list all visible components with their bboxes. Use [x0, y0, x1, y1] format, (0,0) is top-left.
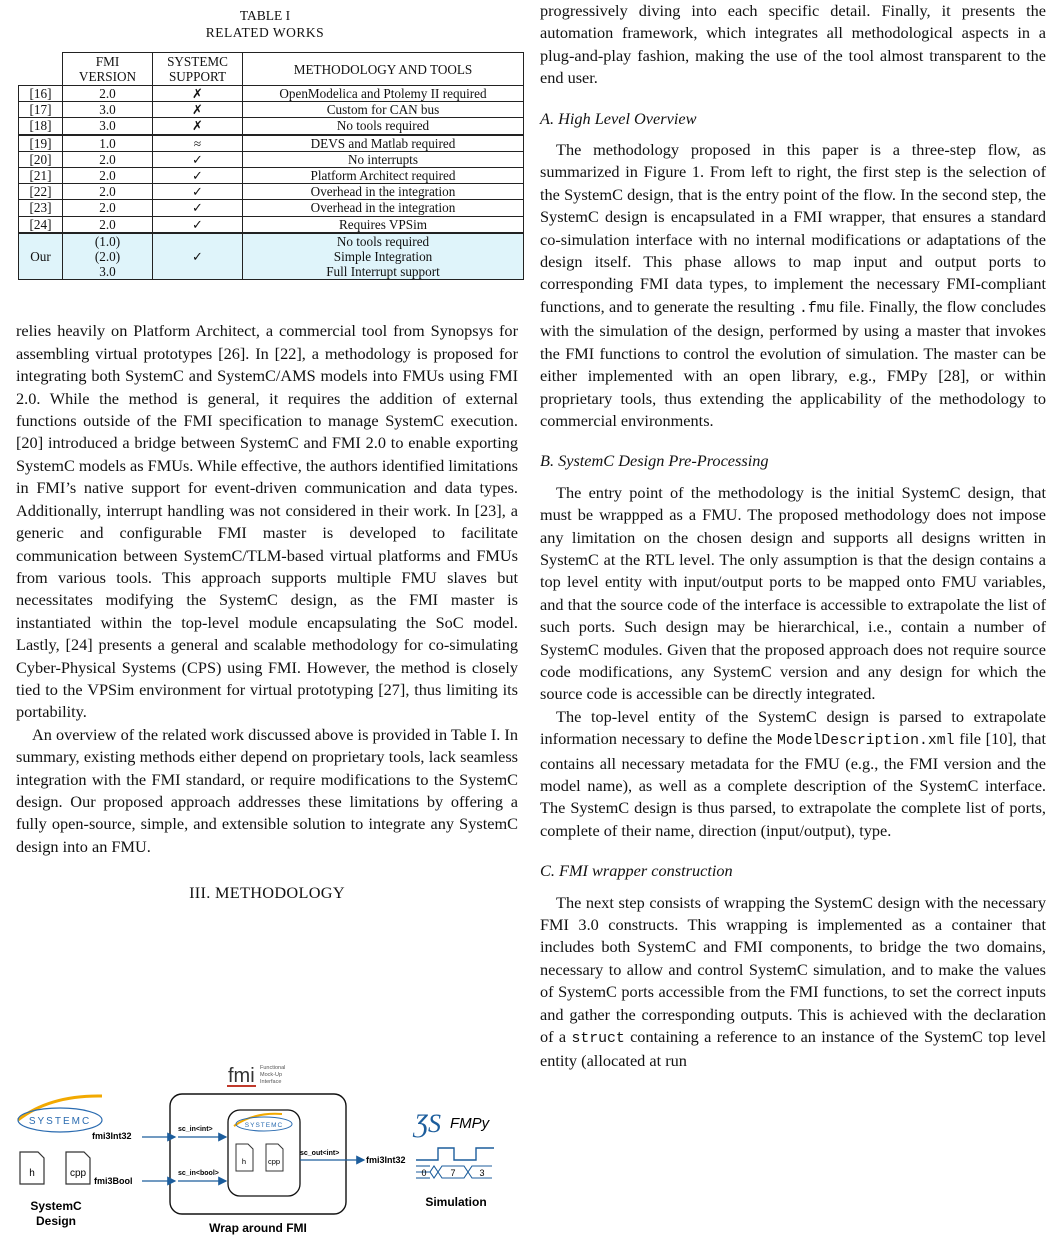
related-works-table: [18, 52, 524, 280]
left-text: [12, 320, 518, 904]
cell-version: 2.0: [63, 151, 153, 167]
table-caption: [12, 7, 518, 41]
cell-support: ✓: [153, 151, 243, 167]
secB-text-a: The top-level entity of the SystemC design is parsed to extrapolate information necessary to define the: [540, 706, 1046, 749]
header-file-label: h: [29, 1168, 35, 1179]
our-version-line: 3.0: [99, 264, 116, 280]
table-row: [19, 118, 524, 135]
right-intro: progressively diving into each specific detail. Finally, it presents the automation framework, which integrates all methodological aspects in a plug-and-play fashion, making the use of the tool almost transparent to the end user.: [540, 1, 1046, 88]
cell-version: 2.0: [63, 216, 153, 233]
cell-ref: [18]: [19, 118, 63, 135]
table-body: [19, 86, 524, 280]
table-row: [19, 184, 524, 200]
simulation-label: Simulation: [425, 1195, 487, 1209]
cell-tools: Custom for CAN bus: [243, 102, 524, 118]
fmi-sub-3: Interface: [260, 1079, 282, 1085]
cell-tools: Requires VPSim: [243, 216, 524, 233]
fmpy-text: FMPy: [450, 1115, 490, 1132]
table-row: [19, 168, 524, 184]
cell-support: ✗: [153, 102, 243, 118]
our-version-line: (2.0): [94, 249, 121, 265]
wave-value-0: 0: [421, 1168, 427, 1178]
table-row: [19, 102, 524, 118]
section-a-paragraph: [540, 139, 1046, 432]
secA-code: .fmu: [798, 300, 835, 317]
port-1-label: sc_in<int>: [178, 1126, 213, 1133]
fmpy-logo: [412, 1109, 491, 1138]
inner-systemc-text: SYSTEMC: [244, 1122, 284, 1129]
cell-support: ✗: [153, 118, 243, 135]
cell-support: ✓: [153, 216, 243, 233]
table-title: RELATED WORKS: [205, 25, 325, 40]
cell-support: ≈: [153, 135, 243, 152]
right-column: [540, 0, 1046, 1073]
section-title: III. METHODOLOGY: [189, 883, 345, 903]
cell-tools: Platform Architect required: [243, 168, 524, 184]
section-b-paragraph-1: The entry point of the methodology is the initial SystemC design, that must be wrappped as a FMU. The proposed methodology does not impose any limitation on the chosen design and supports all designs written in SystemC at the RTL level. The only assumption is that the design contains a top level entity with input/output ports to be mapped onto FMU variables, and that the source code of the interface is accessible to extrapolate the list of such ports. Such design may be hierarchical, i.e., contain a number of SystemC modules. Given that the proposed approach does not require source code modifications, any SystemC version and any design for which the source code is accessible can be directly integrated.: [540, 482, 1046, 704]
table-header-row: [19, 53, 524, 86]
secA-text-b: file. Finally, the flow concludes with the simulation of the design, performed by using a master that invokes the FMI functions to control the evolution of simulation. The master can be either implemented with an open library, e.g., FMPy [28], or within proprietary tools, thus extending the applicability of the methodology to commercial environments.: [540, 296, 1046, 430]
wave-value-2: 3: [479, 1168, 485, 1178]
figure-1: [10, 1060, 510, 1253]
cell-tools: Overhead in the integration: [243, 184, 524, 200]
cpp-file-label: cpp: [69, 1168, 87, 1179]
secC-text-b: containing a reference to an instance of the SystemC top level entity (allocated at run: [540, 1027, 1046, 1071]
fmi-logo-text: fmi: [228, 1065, 255, 1087]
section-b-paragraph-2: [540, 706, 1046, 842]
cell-ref: [22]: [19, 184, 63, 200]
table-row: [19, 200, 524, 216]
cpp-file-icon: [66, 1152, 90, 1184]
header-methodology: METHODOLOGY AND TOOLS: [243, 53, 524, 86]
secC-code: struct: [571, 1031, 625, 1048]
design-label-2: Design: [35, 1214, 77, 1228]
secA-text-a: The methodology proposed in this paper is a three-step flow, as summarized in Figure 1. From left to right, the first step is the selection of the SystemC design, that is the entry point of the flow. In the second step, the SystemC design is encapsulated in a FMI wrapper, that ensures a standard co-simulation interface with no internal modifications or adaptations of the design itself. This phase allows to map input and output ports to corresponding FMI data types, to implement the necessary FMI-compliant functions, and to generate the resulting: [540, 140, 1046, 316]
section-b-title: B. SystemC Design Pre-Processing: [540, 451, 769, 471]
flow-diagram: [10, 1060, 510, 1253]
left-paragraph-1: relies heavily on Platform Architect, a commercial tool from Synopsys for assembling virtual prototypes [26]. In [22], a methodology is proposed for integrating both SystemC and SystemC/AMS models into FMUs using FMI 2.0. While the method is general, it requires the addition of external functions outside of the FMI specification to manage SystemC execution. [20] introduced a bridge between SystemC and FMI 2.0 to enable exporting SystemC models as FMUs. While effective, the authors identified limitations in FMI’s native support for event-driven communication and data types. Additionally, interrupt handling was not considered in their work. In [23], a generic and configurable FMI master is developed to facilitate communication between SystemC/TLM-based virtual platforms and FMUs from various tools. This approach supports multiple FMU slaves but necessitates modifying the SystemC design, as the FMI master is instantiated within the top-level module encapsulating the SoC model. Lastly, [24] presents a general and scalable methodology for co-simulating Cyber-Physical Systems (CPS) using FMI. However, the method is closely tied to the VPSim environment for virtual prototyping [27], thus limiting its portability.: [16, 321, 518, 722]
left-column: [12, 0, 518, 919]
our-version-line: (1.0): [94, 233, 121, 249]
cell-tools: Overhead in the integration: [243, 200, 524, 216]
table-row: [19, 216, 524, 233]
table-row: [19, 151, 524, 167]
cell-tools: No interrupts: [243, 151, 524, 167]
fmi-sub-2: Mock-Up: [260, 1072, 283, 1078]
svg-text:ƷS: ƷS: [414, 1109, 442, 1138]
our-tools-line: Simple Integration: [333, 249, 433, 265]
fmi-logo: [227, 1065, 285, 1087]
header-file-icon: [20, 1152, 44, 1184]
cell-support: ✓: [153, 200, 243, 216]
section-a-title: A. High Level Overview: [540, 108, 697, 128]
cell-tools: OpenModelica and Ptolemy II required: [243, 86, 524, 102]
cell-ref: [19]: [19, 135, 63, 152]
cell-version: 2.0: [63, 86, 153, 102]
design-label-1: SystemC: [30, 1199, 82, 1213]
table-row: [19, 86, 524, 102]
cell-ref: [16]: [19, 86, 63, 102]
output-label: fmi3Int32: [366, 1155, 406, 1165]
cell-tools: DEVS and Matlab required: [243, 135, 524, 152]
cell-version: [63, 233, 153, 280]
cell-ref: [23]: [19, 200, 63, 216]
wave-value-1: 7: [450, 1168, 456, 1178]
inner-h-label: h: [241, 1157, 247, 1166]
left-paragraph-2: An overview of the related work discussed above is provided in Table I. In summary, existing methods either depend on proprietary tools, lack seamless integration with the FMI standard, or require modifications to the SystemC design. Our proposed approach addresses these limitations by offering a fully open-source, simple, and extensible solution to integrate any SystemC design into an FMU.: [16, 724, 518, 856]
square-wave: [416, 1148, 494, 1160]
cell-ref: [24]: [19, 216, 63, 233]
cell-ref: Our: [19, 233, 63, 280]
header-systemc-support: SYSTEMC SUPPORT: [153, 53, 243, 86]
secC-text-a: The next step consists of wrapping the SystemC design with the necessary FMI 3.0 constructs. This wrapping is implemented as a container that includes both SystemC and FMI components, to bridge the two domains, necessary to allow and control SystemC simulation, and to make the values of SystemC ports accessible from the FMI functions, to set the correct inputs and gather the corresponding outputs. This is achieved with the declaration of a: [540, 892, 1046, 1047]
cell-version: 2.0: [63, 168, 153, 184]
port-2-label: sc_in<bool>: [178, 1170, 219, 1177]
systemc-logo-text: SYSTEMC: [28, 1116, 92, 1127]
inner-cpp-label: cpp: [267, 1157, 281, 1166]
cell-version: 3.0: [63, 118, 153, 135]
our-tools-line: No tools required: [336, 233, 430, 249]
our-tools-line: Full Interrupt support: [326, 264, 440, 280]
cell-support: ✓: [153, 233, 243, 280]
cell-version: 1.0: [63, 135, 153, 152]
cell-ref: [17]: [19, 102, 63, 118]
cell-tools: [243, 233, 524, 280]
port-out-label: sc_out<int>: [300, 1150, 340, 1157]
table-row: [19, 135, 524, 152]
section-c-title: C. FMI wrapper construction: [540, 861, 733, 881]
table-row-our: [19, 233, 524, 280]
cell-version: 2.0: [63, 200, 153, 216]
header-blank: [19, 53, 63, 86]
cell-version: 2.0: [63, 184, 153, 200]
cell-support: ✓: [153, 168, 243, 184]
cell-ref: [21]: [19, 168, 63, 184]
header-fmi-version: FMI VERSION: [63, 53, 153, 86]
cell-support: ✓: [153, 184, 243, 200]
section-c-paragraph: [540, 892, 1046, 1073]
cell-tools: No tools required: [243, 118, 524, 135]
input-1-label: fmi3Int32: [92, 1131, 132, 1141]
cell-version: 3.0: [63, 102, 153, 118]
secB-code: ModelDescription.xml: [776, 733, 955, 750]
wrap-label: Wrap around FMI: [209, 1221, 307, 1235]
fmi-sub-1: Functional: [260, 1065, 286, 1071]
input-2-label: fmi3Bool: [94, 1176, 133, 1186]
table-number: TABLE I: [239, 8, 291, 23]
cell-support: ✗: [153, 86, 243, 102]
systemc-logo: [18, 1096, 102, 1132]
secB-text-b: file [10], that contains all necessary metadata for the FMU (e.g., the FMI version and the model name), as well as a complete description of the SystemC interface. The SystemC design is thus parsed, to extrapolate the complete list of ports, complete of their name, direction (input/output), type.: [540, 729, 1047, 840]
cell-ref: [20]: [19, 151, 63, 167]
